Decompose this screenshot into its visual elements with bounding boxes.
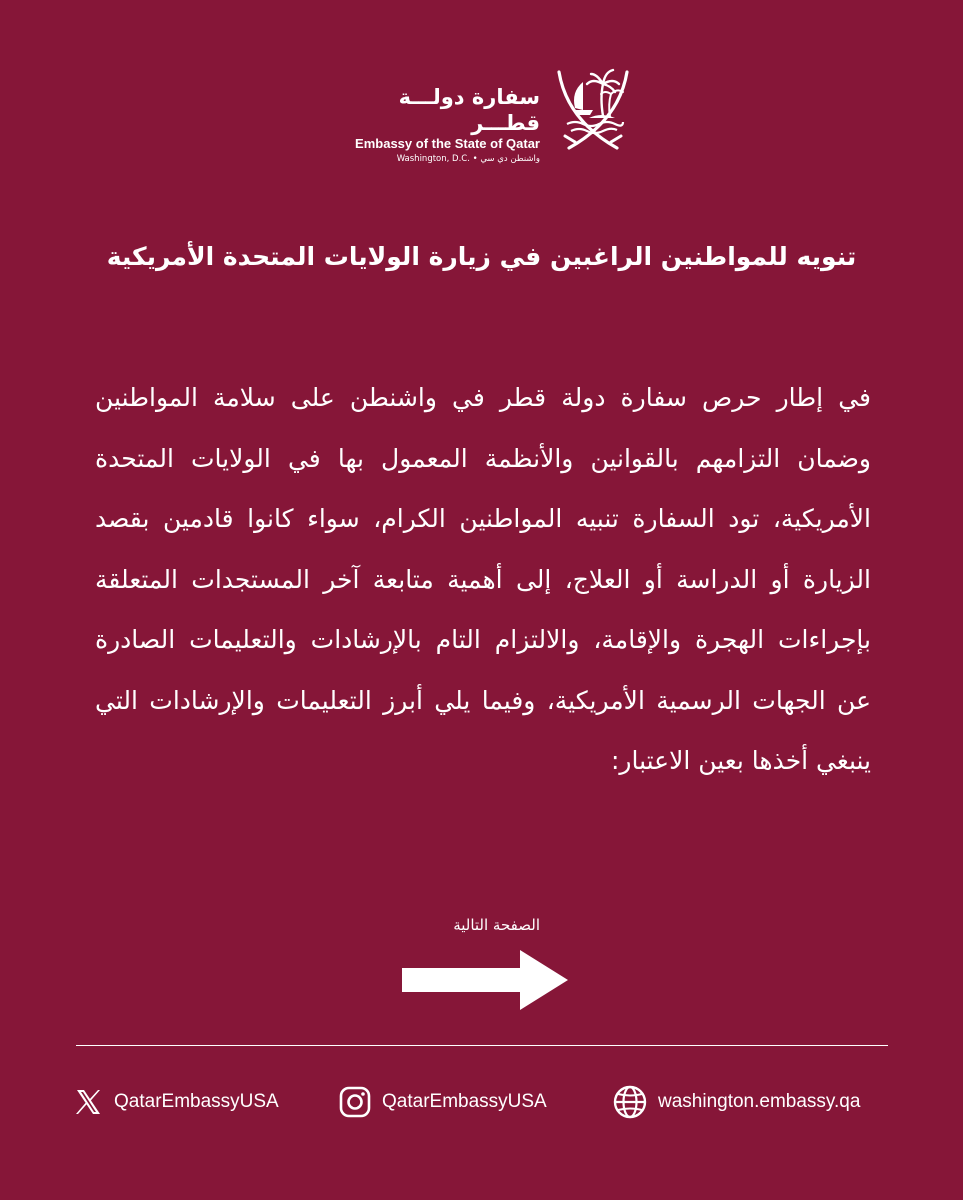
globe-icon [612,1084,648,1120]
website-url: washington.embassy.qa [658,1091,861,1112]
x-link[interactable] [72,1082,279,1122]
instagram-link[interactable] [338,1082,547,1122]
logo-english-name: Embassy of the State of Qatar [355,136,540,151]
embassy-logo [335,62,635,162]
instagram-icon [338,1085,372,1119]
website-link[interactable] [612,1082,860,1122]
logo-text [335,84,540,166]
next-page-label[interactable]: الصفحة التالية [453,916,540,934]
arrow-right-icon[interactable] [400,948,570,1012]
logo-location: Washington, D.C. • واشنطن دي سي [396,154,540,164]
instagram-handle: QatarEmbassyUSA [382,1091,547,1112]
notice-body: في إطار حرص سفارة دولة قطر في واشنطن على سلامة المواطنين وضمان التزامهم بالقوانين والأنظمة المعمول بها في الولايات المتحدة الأمريكية، تود السفارة تنبيه المواطنين الكرام، سواء كانوا قادمين بقصد الزيارة أو الدراسة أو العلاج، إلى أهمية متابعة آخر المستجدات المتعلقة بإجراءات الهجرة والإقامة، والالتزام التام بالإرشادات والتعليمات الصادرة عن الجهات الرسمية الأمريكية، وفيما يلي أبرز التعليمات والإرشادات التي ينبغي أخذها بعين الاعتبار: [95,383,871,775]
qatar-emblem-icon [553,62,633,154]
x-handle: QatarEmbassyUSA [114,1091,279,1112]
x-icon [72,1086,104,1118]
footer-divider [76,1045,888,1046]
notice-title: تنويه للمواطنين الراغبين في زيارة الولايات المتحدة الأمريكية [106,242,857,271]
logo-arabic-name: سفارة دولـــة قطـــر [398,85,540,135]
